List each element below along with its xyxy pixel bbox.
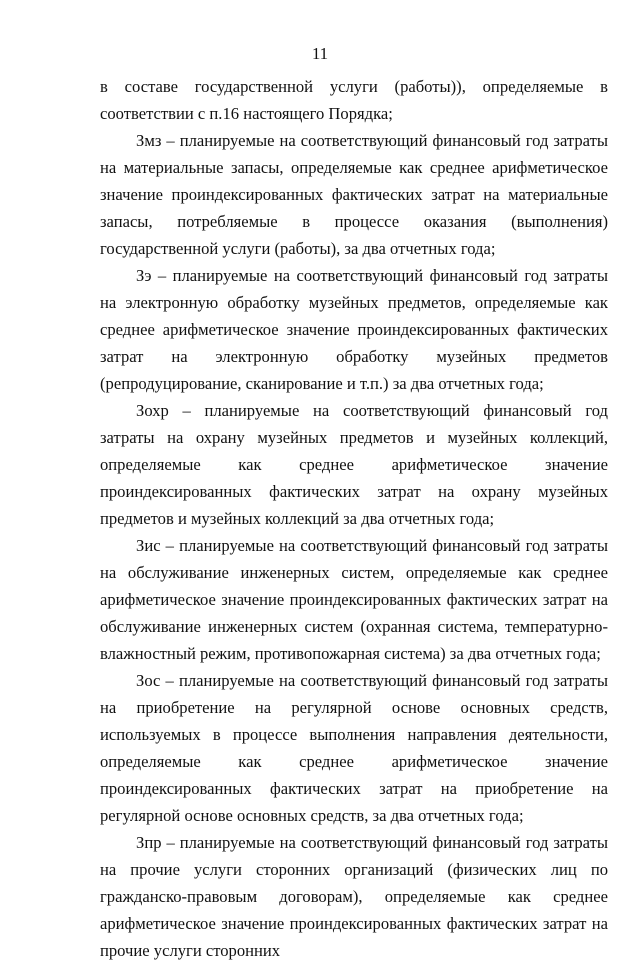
paragraph-continuation: в составе государственной услуги (работы)), определяемые в соответствии с п.16 настоящего Порядка; (100, 77, 608, 123)
paragraph-zohr: Зохр – планируемые на соответствующий финансовый год затраты на охрану музейных предметов и музейных коллекций, определяемые как среднее арифметическое значение проиндексированных фактических затрат на охрану музейных предметов и музейных коллекций за два отчетных года; (100, 401, 608, 528)
paragraph-ze: Зэ – планируемые на соответствующий финансовый год затраты на электронную обработку музейных предметов, определяемые как среднее арифметическое значение проиндексированных фактических затрат на электронную обработку музейных предметов (репродуцирование, сканирование и т.п.) за два отчетных года; (100, 266, 608, 393)
paragraph-zpr: Зпр – планируемые на соответствующий финансовый год затраты на прочие услуги сторонних организаций (физических лиц по гражданско-правовым договорам), определяемые как среднее арифметическое значение проиндексированных фактических затрат на прочие услуги сторонних (100, 833, 608, 960)
paragraph-zmz: Змз – планируемые на соответствующий финансовый год затраты на материальные запасы, определяемые как среднее арифметическое значение проиндексированных фактических затрат на материальные запасы, потребляемые в процессе оказания (выполнения) государственной услуги (работы), за два отчетных года; (100, 131, 608, 258)
document-body (100, 73, 608, 964)
paragraph-zis: Зис – планируемые на соответствующий финансовый год затраты на обслуживание инженерных систем, определяемые как среднее арифметическое значение проиндексированных фактических затрат на обслуживание инженерных систем (охранная система, температурно-влажностный режим, противопожарная система) за два отчетных года; (100, 536, 608, 663)
page-number: 11 (311, 44, 329, 63)
paragraph-zos: Зос – планируемые на соответствующий финансовый год затраты на приобретение на регулярной основе основных средств, используемых в процессе выполнения направления деятельности, определяемые как среднее арифметическое значение проиндексированных фактических затрат на приобретение на регулярной основе основных средств, за два отчетных года; (100, 671, 608, 825)
